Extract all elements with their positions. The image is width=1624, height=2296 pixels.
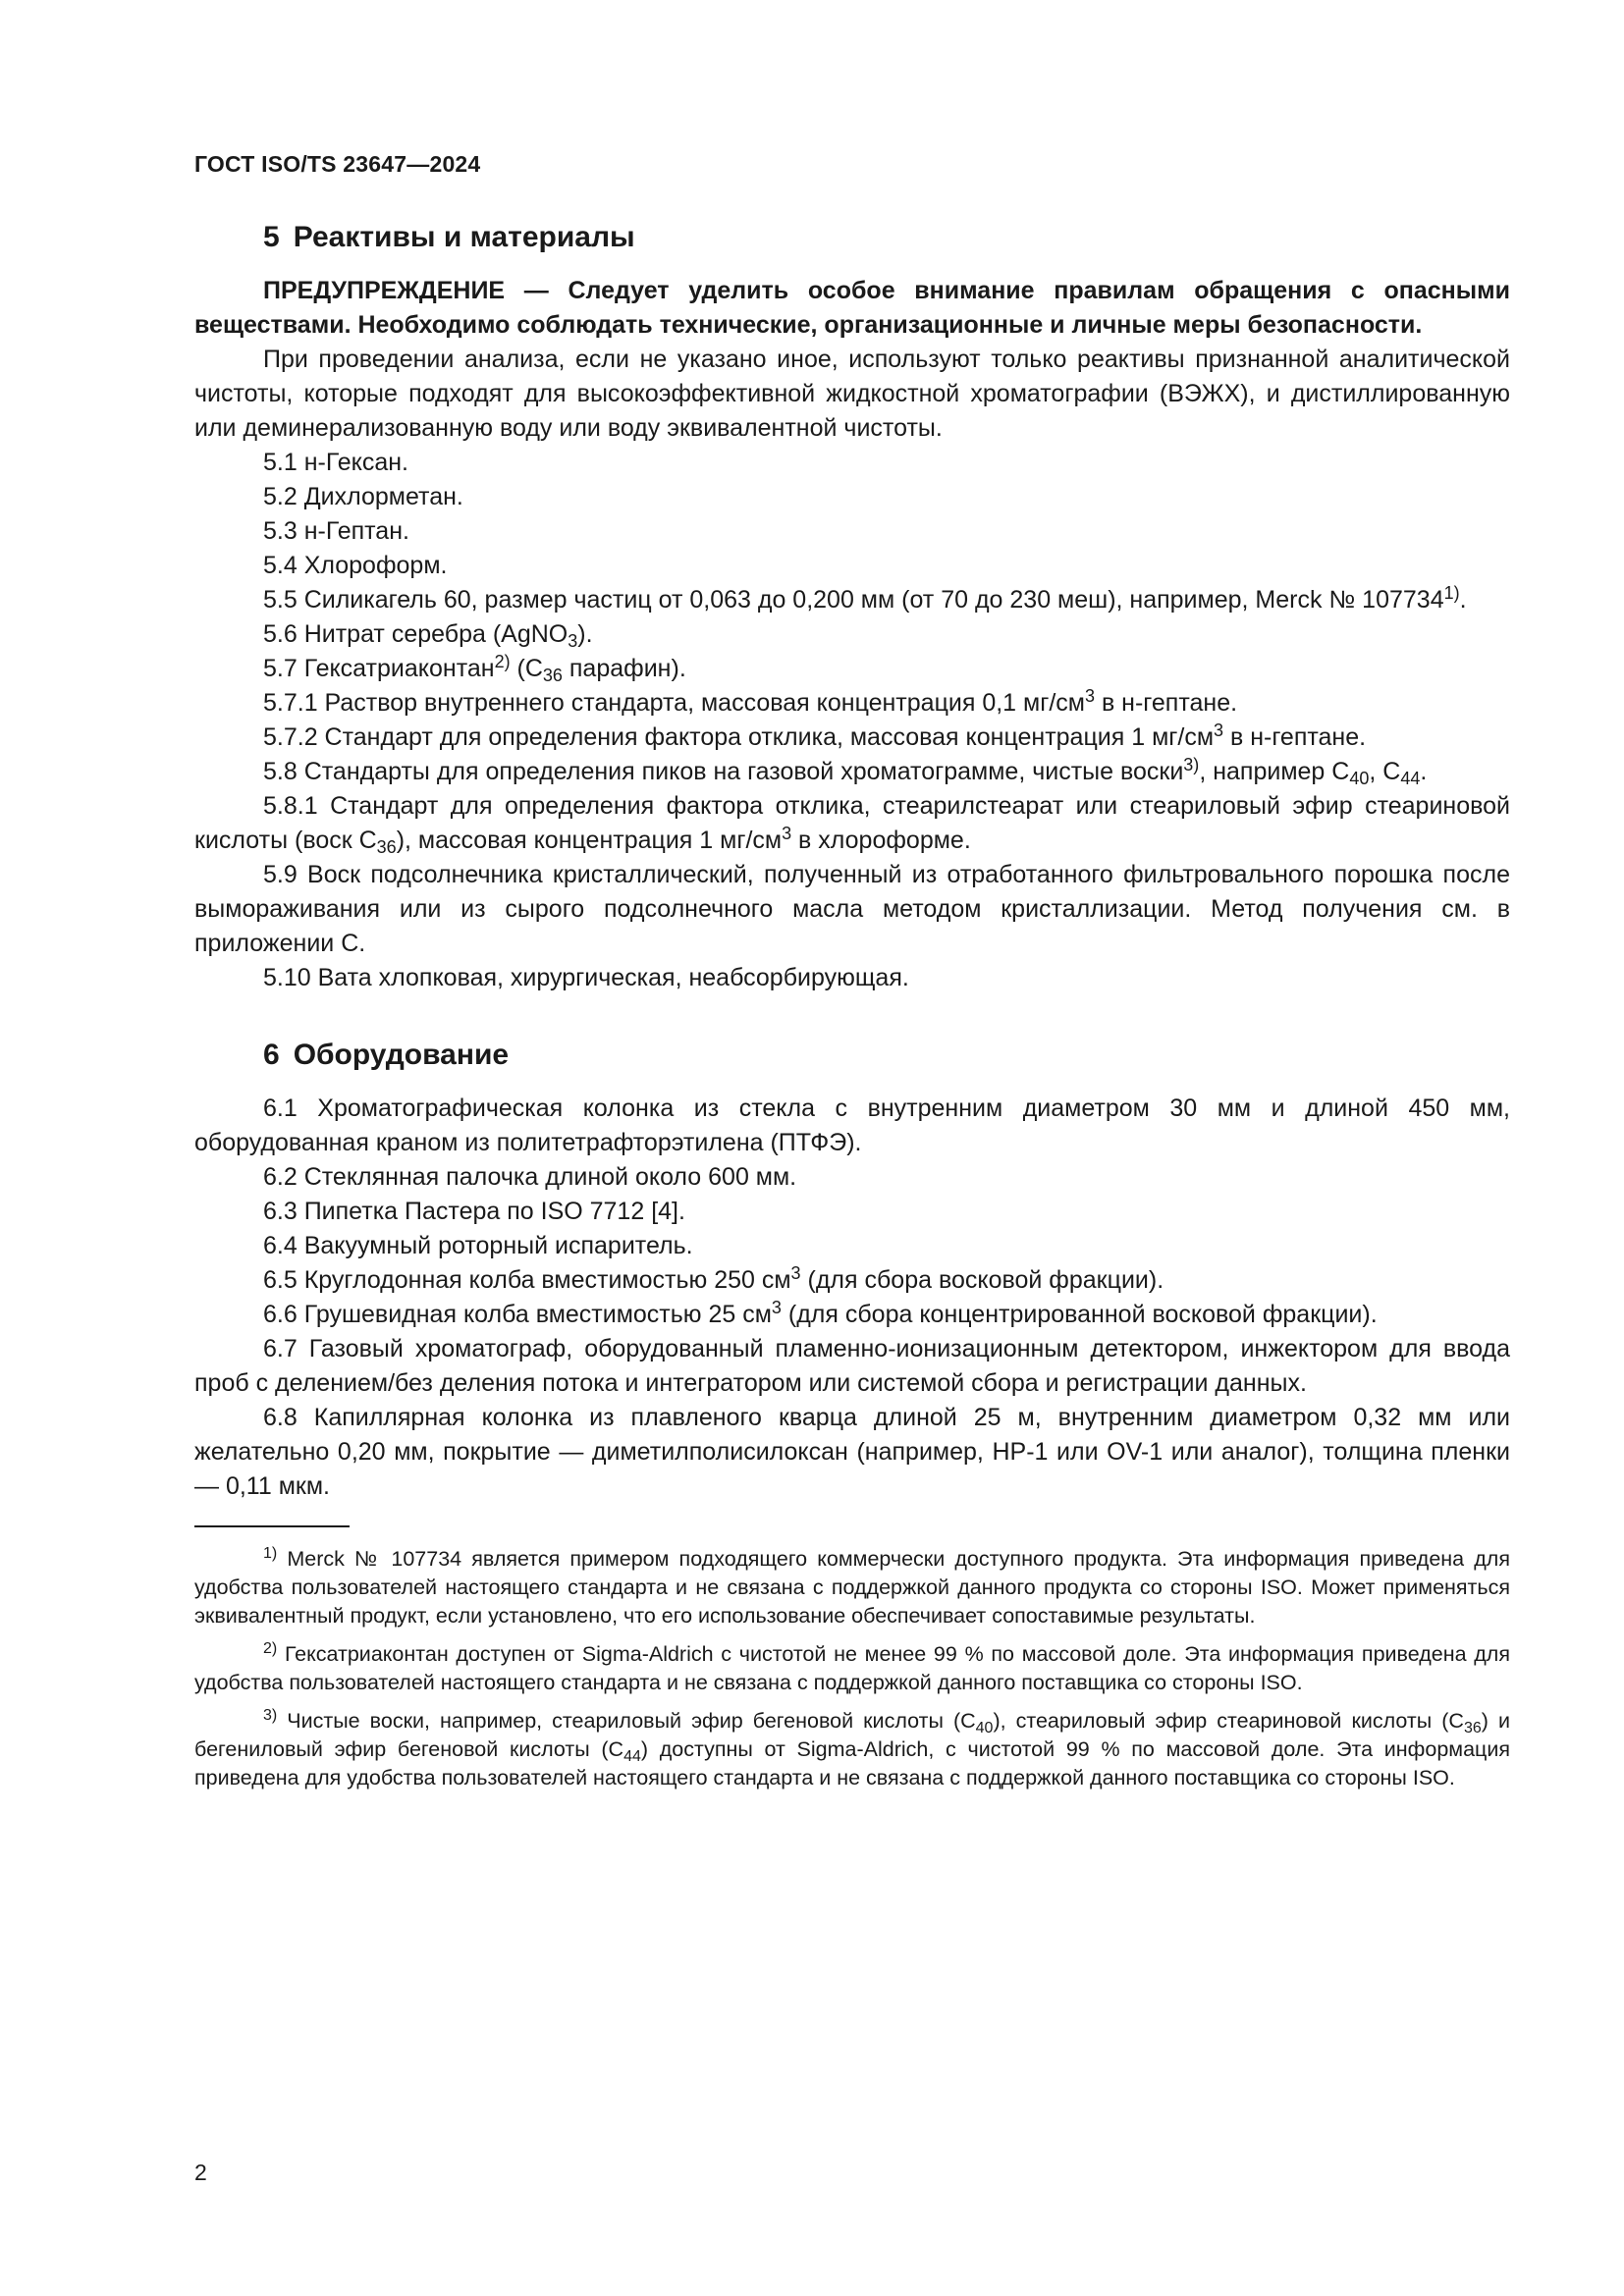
section-6-title-text: Оборудование	[293, 1039, 510, 1071]
item-5-8: 5.8 Стандарты для определения пиков на газовой хроматограмме, чистые воски$^{3)}$, например $C_{40}$, $C_{44}$.	[263, 755, 1428, 788]
section-5-title	[263, 221, 1510, 254]
item-6-1: 6.1 Хроматографическая колонка из стекла с внутренним диаметром 30 мм и длиной 450 мм, оборудованная краном из политетрафторэтилена (ПТФЭ).	[194, 1095, 1510, 1156]
item-5-7: 5.7 Гексатриаконтан$^{2)}$ ($C_{36}$ парафин).	[263, 652, 686, 685]
document-header: ГОСТ ISO/TS 23647—2024	[194, 151, 481, 177]
item-5-2: 5.2 Дихлорметан.	[263, 483, 463, 510]
section-6-title	[263, 1039, 1510, 1072]
item-6-6: 6.6 Грушевидная колба вместимостью 25 $см^3$ (для сбора концентрированной восковой фракции).	[263, 1298, 1378, 1328]
page-content	[194, 221, 1510, 1802]
page-number: 2	[194, 2160, 207, 2185]
section-6-number: 6	[263, 1039, 280, 1071]
warning-paragraph: ПРЕДУПРЕЖДЕНИЕ — Следует уделить особое внимание правилам обращения с опасными веществами. Необходимо соблюдать технические, организационные и личные меры безопасности.	[194, 277, 1510, 339]
footnote-2: $^{2)}$ Гексатриаконтан доступен от Sigma-Aldrich с чистотой не менее 99 % по массовой доле. Эта информация приведена для удобства пользователей настоящего стандарта и не связана с поддержкой данного поставщика со стороны ISO.	[194, 1640, 1510, 1694]
footnote-separator	[194, 1525, 350, 1527]
item-6-5: 6.5 Круглодонная колба вместимостью 250 $см^3$ (для сбора восковой фракции).	[263, 1263, 1164, 1294]
item-5-9: 5.9 Воск подсолнечника кристаллический, полученный из отработанного фильтровального порошка после вымораживания или из сырого подсолнечного масла методом кристаллизации. Метод получения см. в приложении С.	[194, 861, 1510, 957]
intro-paragraph: При проведении анализа, если не указано иное, используют только реактивы признанной аналитической чистоты, которые подходят для высокоэффективной жидкостной хроматографии (ВЭЖХ), и дистиллированную или деминерализованную воду или воду эквивалентной чистоты.	[194, 346, 1510, 442]
item-5-8-1: 5.8.1 Стандарт для определения фактора отклика, стеарилстеарат или стеариловый эфир стеариновой кислоты (воск $C_{36}$), массовая концентрация 1 $мг/см^3$ в хлороформе.	[194, 792, 1510, 857]
item-6-4: 6.4 Вакуумный роторный испаритель.	[263, 1232, 693, 1259]
item-5-7-2: 5.7.2 Стандарт для определения фактора отклика, массовая концентрация 1 $мг/см^3$ в н-гептане.	[263, 721, 1367, 751]
footnote-3: $^{3)}$ Чистые воски, например, стеариловый эфир бегеновой кислоты $(C_{40})$, стеариловый эфир стеариновой кислоты $(C_{36})$ и бегениловый эфир бегеновой кислоты $(C_{44})$ доступны от Sigma-Aldrich, с чистотой 99 % по массовой доле. Эта информация приведена для удобства пользователей настоящего стандарта и не связана с поддержкой данного поставщика со стороны ISO.	[194, 1707, 1510, 1789]
footnote-ref-3: 3)	[1183, 755, 1200, 774]
section-5-number: 5	[263, 221, 280, 253]
item-6-8: 6.8 Капиллярная колонка из плавленого кварца длиной 25 м, внутренним диаметром 0,32 мм или желательно 0,20 мм, покрытие — диметилполисилоксан (например, HP-1 или OV-1 или аналог), толщина пленки — 0,11 мкм.	[194, 1404, 1510, 1500]
section-5-title-text: Реактивы и материалы	[293, 221, 635, 253]
footnotes	[194, 1545, 1510, 1792]
item-6-3: 6.3 Пипетка Пастера по ISO 7712 [4].	[263, 1198, 685, 1225]
item-5-4: 5.4 Хлороформ.	[263, 552, 448, 579]
item-6-2: 6.2 Стеклянная палочка длиной около 600 мм.	[263, 1163, 797, 1191]
footnote-1: $^{1)}$ Merck № 107734 является примером подходящего коммерчески доступного продукта. Эта информация приведена для удобства пользователей настоящего стандарта и не связана с поддержкой данного продукта со стороны ISO. Может применяться эквивалентный продукт, если установлено, что его использование обеспечивает сопоставимые результаты.	[194, 1545, 1510, 1628]
item-5-5: 5.5 Силикагель 60, размер частиц от 0,063 до 0,200 мм (от 70 до 230 меш), например, Merck № 107734$^{1)}$.	[263, 583, 1467, 614]
item-5-3: 5.3 н-Гептан.	[263, 517, 409, 545]
item-5-10: 5.10 Вата хлопковая, хирургическая, неабсорбирующая.	[263, 964, 909, 991]
item-5-6: 5.6 Нитрат серебра (AgNO$_3$).	[263, 620, 593, 651]
footnote-ref-1: 1)	[1443, 583, 1460, 603]
footnote-ref-2: 2)	[494, 652, 511, 671]
item-5-7-1: 5.7.1 Раствор внутреннего стандарта, массовая концентрация 0,1 $мг/см^3$ в н-гептане.	[263, 686, 1238, 717]
item-6-7: 6.7 Газовый хроматограф, оборудованный пламенно-ионизационным детектором, инжектором для ввода проб с делением/без деления потока и интегратором или системой сбора и регистрации данных.	[194, 1335, 1510, 1397]
item-5-1: 5.1 н-Гексан.	[263, 449, 408, 476]
